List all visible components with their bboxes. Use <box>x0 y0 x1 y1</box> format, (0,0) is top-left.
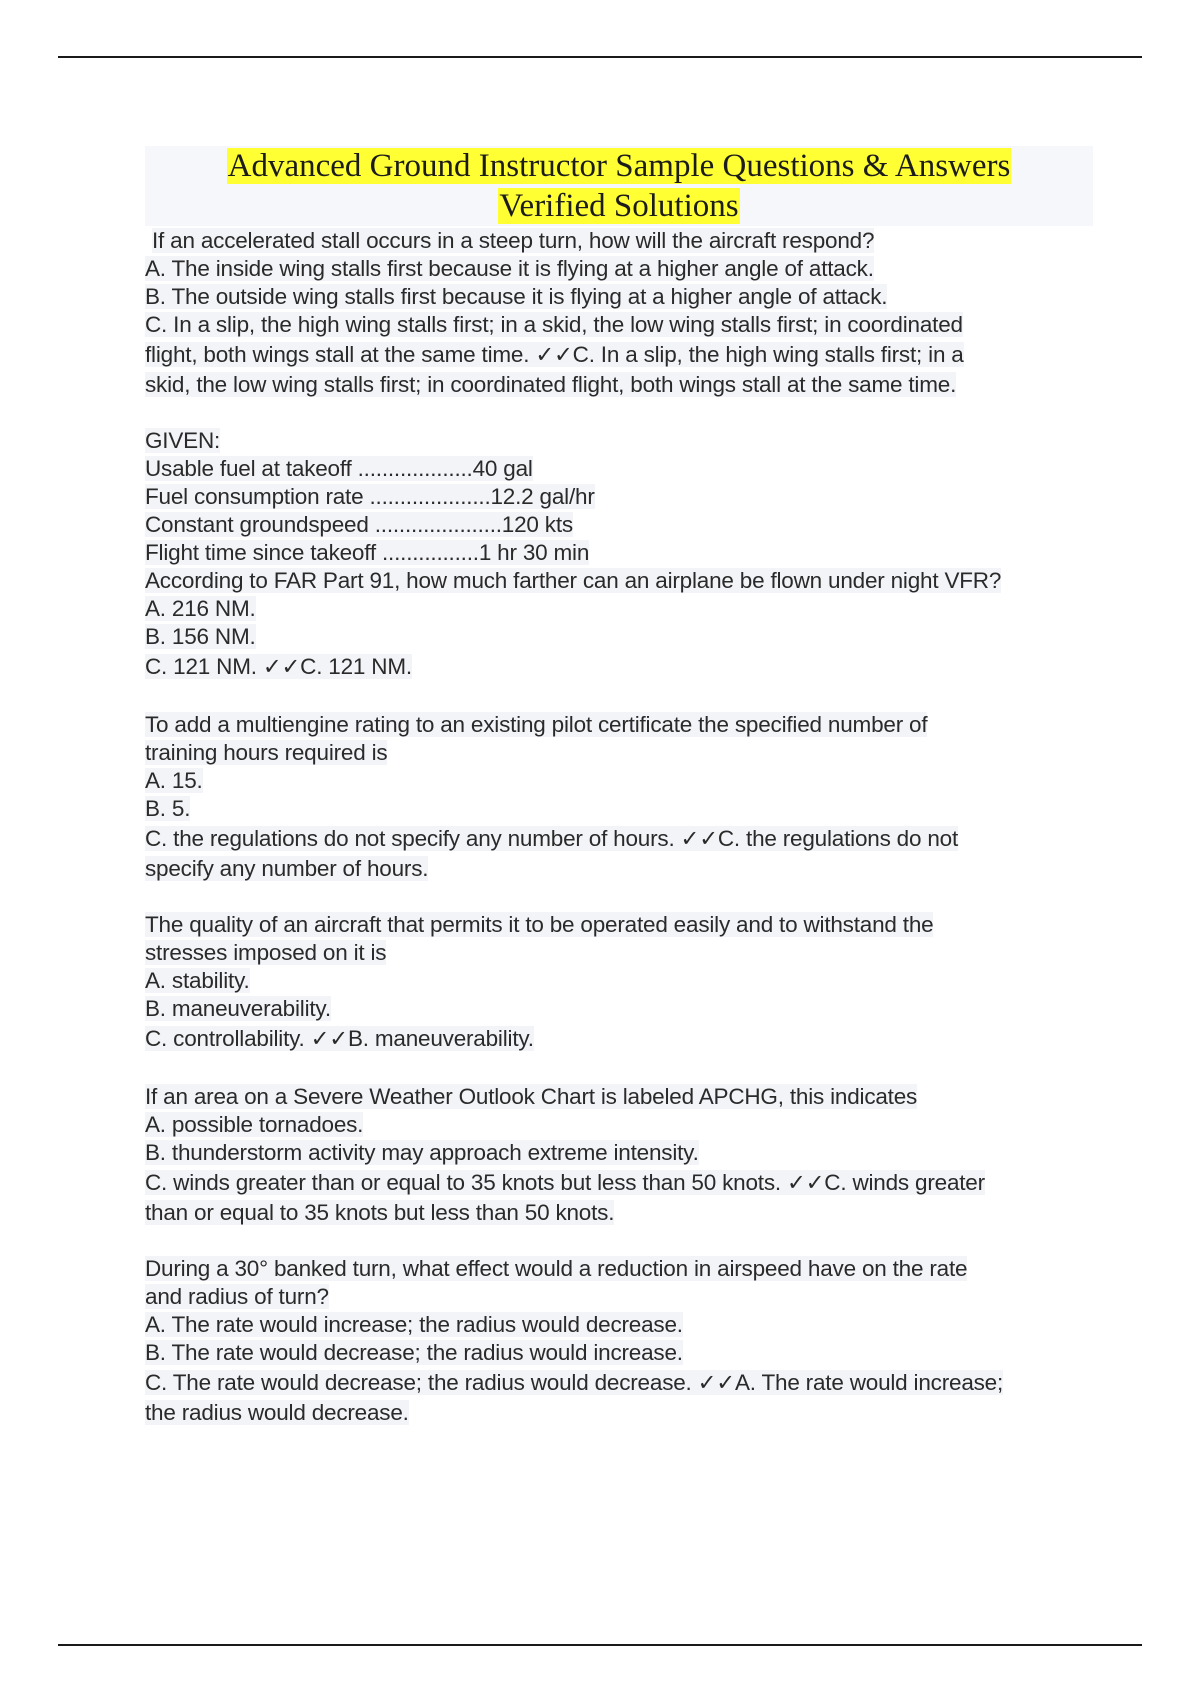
question-line: B. 156 NM. <box>145 624 256 649</box>
answer-option-b <box>145 795 1095 823</box>
question-list <box>145 227 1095 1427</box>
question-line: Fuel consumption rate ....................12.2 gal/hr <box>145 484 595 509</box>
document-title <box>145 146 1093 226</box>
question-line: The quality of an aircraft that permits it to be operated easily and to withstand the <box>145 912 934 937</box>
question-line: B. The outside wing stalls first because it is flying at a higher angle of attack. <box>145 284 888 309</box>
question-line: than or equal to 35 knots but less than 50 knots. <box>145 1200 615 1225</box>
question-line: To add a multiengine rating to an existing pilot certificate the specified number of <box>145 712 928 737</box>
answer-option-c <box>145 651 1095 683</box>
question-block-3 <box>145 711 1095 883</box>
spacer <box>145 883 1095 911</box>
answer-option-a <box>145 255 1095 283</box>
question-line: A. stability. <box>145 968 250 993</box>
question-line: B. The rate would decrease; the radius would increase. <box>145 1340 683 1365</box>
question-line: Constant groundspeed .....................120 kts <box>145 512 573 537</box>
question-line: skid, the low wing stalls first; in coordinated flight, both wings stall at the same time. <box>145 372 957 397</box>
question-text <box>145 911 1095 939</box>
question-line: A. 15. <box>145 768 203 793</box>
question-line: According to FAR Part 91, how much farther can an airplane be flown under night VFR? <box>145 568 1002 593</box>
bottom-rule <box>58 1644 1142 1646</box>
question-text <box>145 739 1095 767</box>
given-heading <box>145 427 1095 455</box>
question-line: C. 121 NM. ✓✓C. 121 NM. <box>145 654 412 679</box>
spacer <box>145 683 1095 711</box>
question-line: B. thunderstorm activity may approach extreme intensity. <box>145 1140 699 1165</box>
answer-option-a <box>145 1311 1095 1339</box>
question-line: B. maneuverability. <box>145 996 331 1021</box>
question-line: B. 5. <box>145 796 191 821</box>
question-text <box>145 939 1095 967</box>
question-line: and radius of turn? <box>145 1284 329 1309</box>
answer-option-a <box>145 1111 1095 1139</box>
spacer <box>145 399 1095 427</box>
answer-line <box>145 855 1095 883</box>
answer-option-c <box>145 1023 1095 1055</box>
question-line: C. In a slip, the high wing stalls first; in a skid, the low wing stalls first; in coordinated <box>145 312 963 337</box>
question-block-4 <box>145 911 1095 1055</box>
answer-line <box>145 339 1095 371</box>
answer-option-a <box>145 595 1095 623</box>
given-item <box>145 539 1095 567</box>
question-line: Flight time since takeoff ................1 hr 30 min <box>145 540 590 565</box>
question-text <box>145 227 1095 255</box>
given-item <box>145 483 1095 511</box>
question-line: stresses imposed on it is <box>145 940 387 965</box>
question-text <box>145 1083 1095 1111</box>
title-line-1: Advanced Ground Instructor Sample Questions & Answers <box>227 148 1011 184</box>
question-text <box>145 567 1095 595</box>
question-block-1 <box>145 227 1095 399</box>
answer-option-b <box>145 283 1095 311</box>
answer-option-a <box>145 767 1095 795</box>
question-line: flight, both wings stall at the same time. ✓✓C. In a slip, the high wing stalls first; in a <box>145 342 964 367</box>
question-line: C. winds greater than or equal to 35 knots but less than 50 knots. ✓✓C. winds greater <box>145 1170 985 1195</box>
top-rule <box>58 56 1142 58</box>
question-line: If an accelerated stall occurs in a steep turn, how will the aircraft respond? <box>152 228 875 253</box>
question-text <box>145 711 1095 739</box>
answer-option-b <box>145 1339 1095 1367</box>
question-text <box>145 1283 1095 1311</box>
answer-line <box>145 371 1095 399</box>
question-line: Usable fuel at takeoff ...................40 gal <box>145 456 533 481</box>
title-line-2: Verified Solutions <box>499 188 739 224</box>
question-line: GIVEN: <box>145 428 221 453</box>
question-line: C. The rate would decrease; the radius would decrease. ✓✓A. The rate would increase; <box>145 1370 1004 1395</box>
question-block-2 <box>145 427 1095 683</box>
answer-option-c <box>145 311 1095 339</box>
answer-option-b <box>145 995 1095 1023</box>
answer-option-c <box>145 823 1095 855</box>
question-line: A. The inside wing stalls first because it is flying at a higher angle of attack. <box>145 256 874 281</box>
spacer <box>145 1055 1095 1083</box>
question-line: training hours required is <box>145 740 388 765</box>
question-line: If an area on a Severe Weather Outlook Chart is labeled APCHG, this indicates <box>145 1084 918 1109</box>
question-line: specify any number of hours. <box>145 856 429 881</box>
answer-option-b <box>145 623 1095 651</box>
answer-option-c <box>145 1367 1095 1399</box>
question-line: A. 216 NM. <box>145 596 256 621</box>
given-item <box>145 455 1095 483</box>
spacer <box>145 1227 1095 1255</box>
question-line: A. The rate would increase; the radius would decrease. <box>145 1312 683 1337</box>
given-item <box>145 511 1095 539</box>
question-block-6 <box>145 1255 1095 1427</box>
answer-line <box>145 1399 1095 1427</box>
question-line: the radius would decrease. <box>145 1400 409 1425</box>
answer-option-a <box>145 967 1095 995</box>
question-block-5 <box>145 1083 1095 1227</box>
answer-option-c <box>145 1167 1095 1199</box>
answer-line <box>145 1199 1095 1227</box>
question-line: During a 30° banked turn, what effect would a reduction in airspeed have on the rate <box>145 1256 968 1281</box>
answer-option-b <box>145 1139 1095 1167</box>
question-text <box>145 1255 1095 1283</box>
question-line: A. possible tornadoes. <box>145 1112 364 1137</box>
question-line: C. the regulations do not specify any number of hours. ✓✓C. the regulations do not <box>145 826 959 851</box>
question-line: C. controllability. ✓✓B. maneuverability. <box>145 1026 534 1051</box>
